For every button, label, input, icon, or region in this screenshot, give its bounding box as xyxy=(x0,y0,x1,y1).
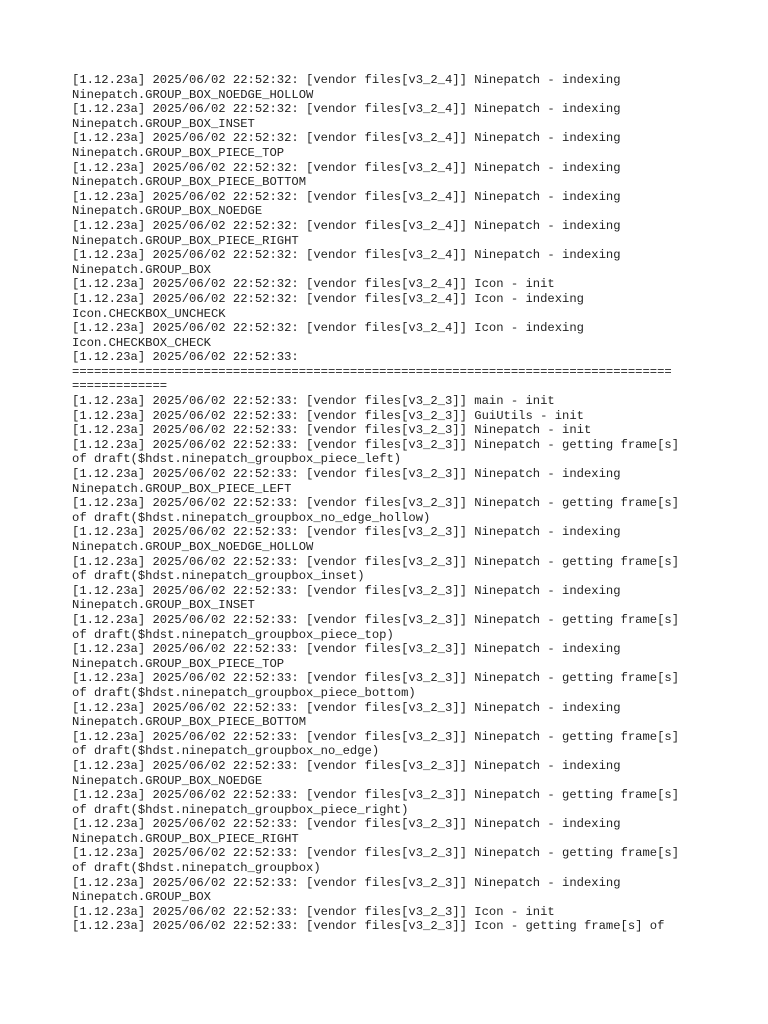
log-line: of draft($hdst.ninepatch_groupbox_inset) xyxy=(72,569,365,584)
log-line: of draft($hdst.ninepatch_groupbox) xyxy=(72,861,321,876)
log-line: Ninepatch.GROUP_BOX_PIECE_BOTTOM xyxy=(72,175,307,190)
log-line: Ninepatch.GROUP_BOX_PIECE_TOP xyxy=(72,145,285,160)
log-line: [1.12.23a] 2025/06/02 22:52:33: [vendor files[v3_2_3]] main - init xyxy=(72,394,555,409)
log-line: ================================================================================== xyxy=(72,364,672,379)
log-line: Ninepatch.GROUP_BOX_NOEDGE_HOLLOW xyxy=(72,540,314,554)
log-line: [1.12.23a] 2025/06/02 22:52:33: [vendor files[v3_2_3]] Ninepatch - getting frame[s] xyxy=(72,496,680,511)
log-line: Ninepatch.GROUP_BOX xyxy=(72,890,211,905)
log-line: [1.12.23a] 2025/06/02 22:52:32: [vendor files[v3_2_4]] Icon - indexing xyxy=(72,321,584,336)
log-line: [1.12.23a] 2025/06/02 22:52:33: [vendor files[v3_2_3]] GuiUtils - init xyxy=(72,408,584,423)
log-line: [1.12.23a] 2025/06/02 22:52:32: [vendor files[v3_2_4]] Ninepatch - indexing xyxy=(72,73,621,87)
log-line: [1.12.23a] 2025/06/02 22:52:33: [vendor files[v3_2_3]] Ninepatch - getting frame[s] xyxy=(72,729,680,744)
log-line: Ninepatch.GROUP_BOX_NOEDGE_HOLLOW xyxy=(72,87,314,102)
log-line: of draft($hdst.ninepatch_groupbox_no_edge) xyxy=(72,744,380,759)
log-line: Ninepatch.GROUP_BOX_NOEDGE xyxy=(72,204,263,219)
log-line: [1.12.23a] 2025/06/02 22:52:33: [vendor files[v3_2_3]] Ninepatch - indexing xyxy=(72,583,621,598)
log-line: Ninepatch.GROUP_BOX_PIECE_BOTTOM xyxy=(72,715,307,730)
log-line: Ninepatch.GROUP_BOX_PIECE_TOP xyxy=(72,656,285,671)
log-line: [1.12.23a] 2025/06/02 22:52:33: [vendor files[v3_2_3]] Ninepatch - indexing xyxy=(72,875,621,890)
log-line: [1.12.23a] 2025/06/02 22:52:33: [vendor files[v3_2_3]] Ninepatch - init xyxy=(72,423,592,438)
log-line: [1.12.23a] 2025/06/02 22:52:33: [vendor files[v3_2_3]] Ninepatch - indexing xyxy=(72,758,621,773)
log-line: [1.12.23a] 2025/06/02 22:52:32: [vendor files[v3_2_4]] Icon - init xyxy=(72,277,555,292)
log-line: [1.12.23a] 2025/06/02 22:52:32: [vendor files[v3_2_4]] Icon - indexing xyxy=(72,291,584,306)
log-line: Icon.CHECKBOX_UNCHECK xyxy=(72,306,226,321)
log-line: Ninepatch.GROUP_BOX_PIECE_RIGHT xyxy=(72,831,299,846)
log-line: [1.12.23a] 2025/06/02 22:52:33: [vendor files[v3_2_3]] Ninepatch - indexing xyxy=(72,817,621,832)
log-line: [1.12.23a] 2025/06/02 22:52:33: [vendor files[v3_2_3]] Ninepatch - indexing xyxy=(72,467,621,482)
log-line: [1.12.23a] 2025/06/02 22:52:33: [vendor files[v3_2_3]] Ninepatch - indexing xyxy=(72,642,621,657)
log-line: [1.12.23a] 2025/06/02 22:52:33: [vendor files[v3_2_3]] Icon - init xyxy=(72,904,555,919)
log-line: [1.12.23a] 2025/06/02 22:52:32: [vendor files[v3_2_4]] Ninepatch - indexing xyxy=(72,189,621,204)
log-line: [1.12.23a] 2025/06/02 22:52:33: [vendor files[v3_2_3]] Ninepatch - getting frame[s] xyxy=(72,437,680,452)
log-line: Ninepatch.GROUP_BOX_NOEDGE xyxy=(72,773,263,788)
log-line: [1.12.23a] 2025/06/02 22:52:32: [vendor files[v3_2_4]] Ninepatch - indexing xyxy=(72,218,621,233)
log-line: Ninepatch.GROUP_BOX_INSET xyxy=(72,116,255,131)
log-line: [1.12.23a] 2025/06/02 22:52:33: [vendor files[v3_2_3]] Ninepatch - getting frame[s] xyxy=(72,788,680,803)
log-line: [1.12.23a] 2025/06/02 22:52:33: xyxy=(72,350,299,365)
log-line: of draft($hdst.ninepatch_groupbox_piece_bottom) xyxy=(72,685,416,700)
log-line: of draft($hdst.ninepatch_groupbox_no_edge_hollow) xyxy=(72,510,431,525)
log-line: Ninepatch.GROUP_BOX_INSET xyxy=(72,598,255,613)
log-line: of draft($hdst.ninepatch_groupbox_piece_top) xyxy=(72,627,394,642)
log-line: [1.12.23a] 2025/06/02 22:52:33: [vendor files[v3_2_3]] Ninepatch - getting frame[s] xyxy=(72,612,680,627)
log-line: [1.12.23a] 2025/06/02 22:52:32: [vendor files[v3_2_4]] Ninepatch - indexing xyxy=(72,131,621,146)
log-line: [1.12.23a] 2025/06/02 22:52:32: [vendor files[v3_2_4]] Ninepatch - indexing xyxy=(72,248,621,263)
log-line: Icon.CHECKBOX_CHECK xyxy=(72,335,211,350)
log-page xyxy=(72,73,712,934)
log-line: Ninepatch.GROUP_BOX xyxy=(72,262,211,277)
log-line: [1.12.23a] 2025/06/02 22:52:33: [vendor files[v3_2_3]] Icon - getting frame[s] of xyxy=(72,919,665,934)
log-text xyxy=(72,73,712,934)
log-line: [1.12.23a] 2025/06/02 22:52:33: [vendor files[v3_2_3]] Ninepatch - getting frame[s] xyxy=(72,846,680,861)
log-line: of draft($hdst.ninepatch_groupbox_piece_right) xyxy=(72,802,409,817)
log-line: [1.12.23a] 2025/06/02 22:52:32: [vendor files[v3_2_4]] Ninepatch - indexing xyxy=(72,160,621,175)
log-line: [1.12.23a] 2025/06/02 22:52:32: [vendor files[v3_2_4]] Ninepatch - indexing xyxy=(72,102,621,117)
log-line: Ninepatch.GROUP_BOX_PIECE_LEFT xyxy=(72,481,292,496)
log-line: ============= xyxy=(72,379,168,394)
log-line: [1.12.23a] 2025/06/02 22:52:33: [vendor files[v3_2_3]] Ninepatch - getting frame[s] xyxy=(72,554,680,569)
log-line: [1.12.23a] 2025/06/02 22:52:33: [vendor files[v3_2_3]] Ninepatch - indexing xyxy=(72,525,621,540)
log-line: of draft($hdst.ninepatch_groupbox_piece_left) xyxy=(72,452,402,467)
log-line: [1.12.23a] 2025/06/02 22:52:33: [vendor files[v3_2_3]] Ninepatch - getting frame[s] xyxy=(72,671,680,686)
log-line: [1.12.23a] 2025/06/02 22:52:33: [vendor files[v3_2_3]] Ninepatch - indexing xyxy=(72,700,621,715)
log-line: Ninepatch.GROUP_BOX_PIECE_RIGHT xyxy=(72,233,299,248)
